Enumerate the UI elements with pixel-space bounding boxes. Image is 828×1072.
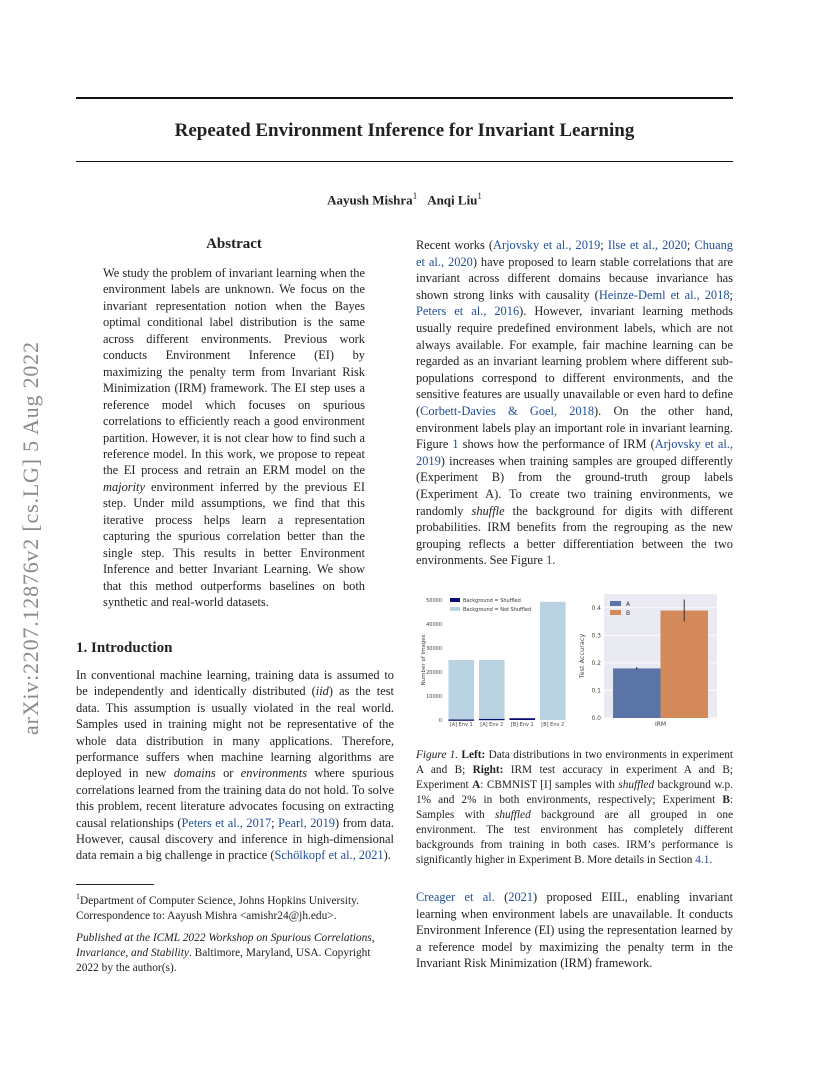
legend-label: Background = Not Shuffled [463,607,532,613]
legend-label: A [626,601,631,608]
publication-note: Published at the ICML 2022 Workshop on Spurious Correlations, Invariance, and Stability. Baltimore, Maryland, USA. Copyright 2022 by the author(s). [76,932,375,974]
title-bottom-rule [76,161,733,162]
citation-link[interactable]: Chuang et al., 2020 [416,238,733,269]
citation-link[interactable]: Creager et al. [416,890,495,904]
author-affiliation-mark: 1 [477,191,482,201]
bar-segment [448,719,474,720]
legend-swatch [450,598,460,602]
citation-link[interactable]: Heinze-Deml et al., 2018 [598,287,730,302]
bar-segment [540,602,566,720]
figure-ref-link[interactable]: 1 [546,553,553,568]
bar-segment [509,718,535,720]
y-tick-label: 20000 [426,670,442,676]
affiliation-footnote: $^1$Department of Computer Science, Johns Hopkins University. Correspondence to: Aayush Mishra <amishr24@jh.edu>. [76,892,359,922]
citation-link[interactable]: Ilse et al., 2020 [607,238,687,252]
x-tick-label: IRM [654,721,667,728]
bar-segment [448,660,474,719]
citation-link[interactable]: Peters et al., 2017 [181,815,272,830]
author-line [76,191,733,208]
y-tick-label: 0.0 [591,715,601,722]
legend-swatch [450,607,460,611]
bar [613,668,660,718]
y-tick-label: 0.1 [591,687,601,695]
arxiv-identifier: arXiv:2207.12876v2 [cs.LG] 5 Aug 2022 [18,341,43,735]
figure-caption: Figure 1. Left: Data distributions in two environments in experiment A and B; Right: IRM test accuracy in experiment A and B; Experiment A: CBMNIST [I] samples with shuffled background w.p. 1% and 2% in both environments, respectively; Experiment B: Samples with shuffled background are all grouped in one environment. The test environment has completely different backgrounds from training in both cases. IRM’s performance is significantly higher in Experiment B. More details in Section 4.1. [416,749,734,866]
citation-link[interactable]: Corbett-Davies & Goel, 2018 [420,403,595,418]
author-affiliation-mark: 1 [412,191,418,201]
irm-accuracy-chart [576,592,721,734]
footnote-rule [76,884,154,885]
y-tick-label: 0.2 [591,659,601,667]
citation-link[interactable]: Arjovsky et al., 2019 [493,238,601,252]
section-heading-introduction: 1. Introduction [76,640,173,656]
y-tick-label: 40000 [426,622,442,628]
data-distribution-chart [416,592,571,734]
author-name: Anqi Liu [427,192,478,208]
right-column-text-continued: Creager et al. (2021) proposed EIIL, enabling invariant learning when environment labels are unavailable. It conducts Environment Inference (EI) using the representation learned by a reference model by maximizing the penalty term in the Invariant Risk Minimization (IRM) framework. [416,890,733,971]
paper-title: Repeated Environment Inference for Invariant Learning [174,120,635,141]
x-tick-label: [A] Env 1 [449,722,473,728]
y-tick-label: 30000 [426,646,442,652]
introduction-text: In conventional machine learning, training data is assumed to be independently and identically distributed (iid) as the test data. This assumption is usually violated in the real world. Samples used in training might not be representative of the whole data distribution in many applications. Therefore, performance suffers when machine learning algorithms are deployed in new domains or environments where spurious correlations learned from the training data do not hold. To solve this problem, recent literature advocates focusing on extracting causal relationships (Peters et al., 2017; Pearl, 2019) from data. However, causal discovery and inference in high-dimensional data remain a big challenge in practice (Schölkopf et al., 2021). [76,668,394,863]
y-tick-label: 0.3 [591,632,601,640]
x-tick-label: [A] Env 2 [480,722,504,728]
y-axis-label: Test Accuracy [578,633,586,679]
right-column-text: Recent works (Arjovsky et al., 2019; Ilse et al., 2020; Chuang et al., 2020) have proposed to learn stable correlations that are invariant across different domains because invariance has shown strong links with causality (Heinze-Deml et al., 2018; Peters et al., 2016). However, invariant learning methods usually require predefined environment labels, which are not always available. For example, fair machine learning can be regarded as an invariant learning problem where different sub-populations correspond to different environments, and the sensitive features are usually unavailable or even hard to define (Corbett-Davies & Goel, 2018). On the other hand, environment labels play an important role in invariant learning. Figure 1 shows how the performance of IRM (Arjovsky et al., 2019) increases when training samples are grouped differently (Experiment B) from the ground-truth group labels (Experiment A). To create two training environments, we randomly shuffle the background for digits with different probabilities. IRM benefits from the regrouping as the new grouping reflects a better differentiation between the two environments. See Figure 1. [416,238,734,568]
bar-segment [479,719,505,720]
citation-link[interactable]: 2021 [508,890,534,904]
legend-label: Background = Shuffled [463,598,521,604]
abstract-text: We study the problem of invariant learning when the environment labels are unknown. We focus on the invariant representation notion when the Bayes optimal conditional label distribution is the same across different environments. Previous work conducts Environment Inference (EI) by maximizing the penalty term from Invariant Risk Minimization (IRM) framework. The EI step uses a reference model which focuses on spurious correlations to efficiently reach a good environment partition. However, it is not clear how to find such a reference model. In this work, we propose to repeat the EI process and retrain an ERM model on the majority environment inferred by the previous EI step. Under mild assumptions, we find that this iterative process helps learn a representation capturing the spurious correlation better than the single step. This results in better Environment Inference and better Invariant Learning. We show that this method outperforms baselines on both synthetic and real-world datasets. [103,266,365,610]
title-top-rule [76,97,733,99]
citation-link[interactable]: Pearl, 2019 [278,815,335,830]
bar-segment [479,660,505,719]
citation-link[interactable]: Arjovsky et al., 2019 [416,437,733,468]
author-name: Aayush Mishra [327,192,413,208]
legend-swatch [610,610,621,615]
y-tick-label: 0 [438,718,442,724]
abstract-heading: Abstract [206,236,262,252]
x-tick-label: [B] Env 1 [510,722,534,728]
legend-swatch [610,601,621,606]
figure-ref-link[interactable]: 1 [452,437,459,452]
y-tick-label: 0.4 [591,604,601,612]
citation-link[interactable]: Schölkopf et al., 2021 [274,848,384,863]
section-ref-link[interactable]: 4.1 [695,854,710,866]
y-axis-label: Number of Images [421,634,427,686]
legend-label: B [626,610,631,617]
y-tick-label: 10000 [426,694,442,700]
citation-link[interactable]: Peters et al., 2016 [416,304,520,319]
bar [661,611,708,718]
y-tick-label: 50000 [426,598,442,604]
x-tick-label: [B] Env 2 [541,722,565,728]
